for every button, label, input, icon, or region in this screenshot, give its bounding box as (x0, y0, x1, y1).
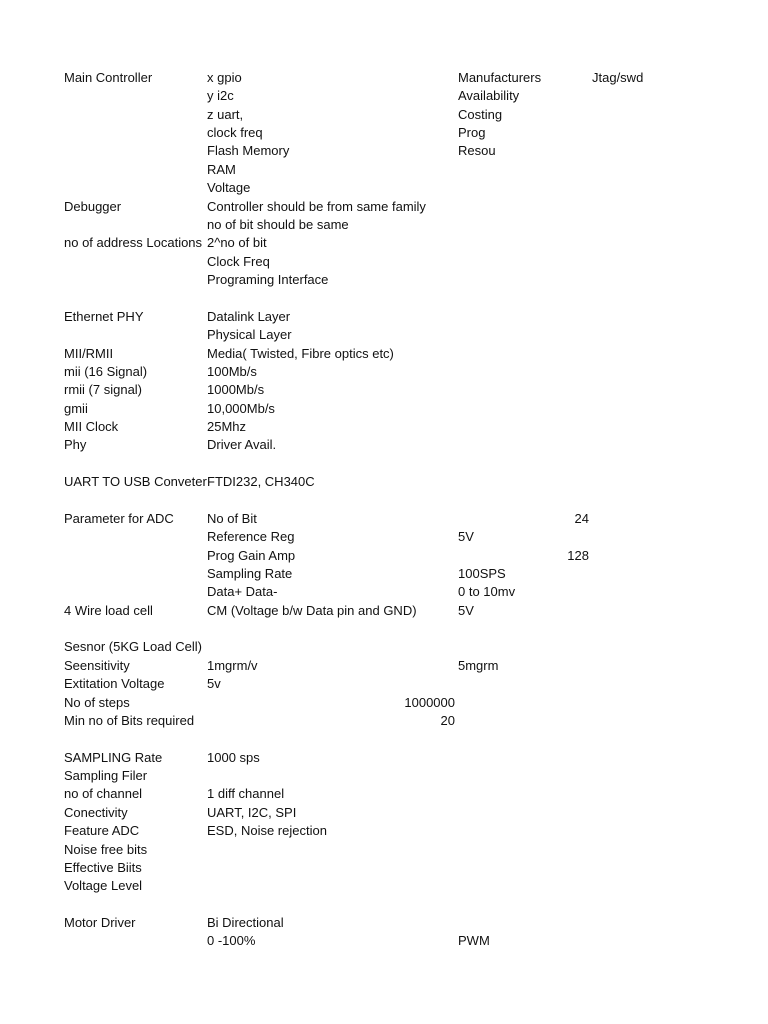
col-a-cell: Extitation Voltage (64, 676, 165, 691)
col-a-cell: Motor Driver (64, 915, 136, 930)
col-b-number: 1000000 (404, 695, 455, 710)
col-a-cell: no of address Locations (64, 235, 203, 250)
col-a-cell: Sampling Filer (64, 768, 148, 783)
col-a-cell: Debugger (64, 199, 122, 214)
col-b-cell: z uart, (207, 107, 244, 122)
col-a-cell: Effective Biits (64, 860, 142, 875)
col-a-cell: Conectivity (64, 805, 128, 820)
col-b-cell: 0 -100% (207, 933, 256, 948)
col-b-cell: Driver Avail. (207, 437, 277, 452)
col-b-cell: Datalink Layer (207, 309, 291, 324)
col-b-cell: Data+ Data- (207, 584, 278, 599)
col-a-cell: Ethernet PHY (64, 309, 144, 324)
col-b-cell: CM (Voltage b/w Data pin and GND) (207, 603, 417, 618)
col-b-cell: 100Mb/s (207, 364, 257, 379)
col-a-cell: Phy (64, 437, 87, 452)
col-b-cell: 1 diff channel (207, 786, 285, 801)
col-c-cell: Costing (458, 107, 503, 122)
col-b-cell: Reference Reg (207, 529, 295, 544)
col-c-cell: Manufacturers (458, 70, 542, 85)
col-a-cell: Sesnor (5KG Load Cell) (64, 639, 203, 654)
col-b-cell: Clock Freq (207, 254, 270, 269)
col-a-cell: Main Controller (64, 70, 153, 85)
col-a-cell: 4 Wire load cell (64, 603, 153, 618)
col-b-cell: Programing Interface (207, 272, 329, 287)
col-b-cell: Flash Memory (207, 143, 290, 158)
col-c-cell: 100SPS (458, 566, 506, 581)
col-a-cell: No of steps (64, 695, 130, 710)
col-b-cell: 1000 sps (207, 750, 260, 765)
col-b-cell: 5v (207, 676, 221, 691)
col-b-cell: Voltage (207, 180, 251, 195)
col-b-number: 20 (440, 713, 455, 728)
col-b-cell: clock freq (207, 125, 263, 140)
col-b-cell: Controller should be from same family (207, 199, 426, 214)
col-b-cell: Physical Layer (207, 327, 292, 342)
col-c-number: 128 (567, 548, 589, 563)
col-b-cell: Media( Twisted, Fibre optics etc) (207, 346, 394, 361)
col-d-cell: Jtag/swd (592, 70, 644, 85)
col-b-cell: no of bit should be same (207, 217, 349, 232)
col-b-cell: 10,000Mb/s (207, 401, 275, 416)
col-a-cell: no of channel (64, 786, 143, 801)
col-a-cell: Feature ADC (64, 823, 140, 838)
col-c-cell: Prog (458, 125, 486, 140)
col-c-cell: 5mgrm (458, 658, 499, 673)
col-c-cell: 5V (458, 603, 474, 618)
col-a-cell: gmii (64, 401, 88, 416)
col-a-cell: Seensitivity (64, 658, 130, 673)
col-a-cell: Parameter for ADC (64, 511, 174, 526)
col-c-cell: PWM (458, 933, 490, 948)
col-c-cell: Availability (458, 88, 520, 103)
col-b-cell: 1000Mb/s (207, 382, 265, 397)
col-a-cell: MII Clock (64, 419, 119, 434)
col-b-cell: Sampling Rate (207, 566, 293, 581)
col-a-cell: Noise free bits (64, 842, 148, 857)
col-b-cell: RAM (207, 162, 236, 177)
col-b-cell: No of Bit (207, 511, 257, 526)
col-a-cell: UART TO USB Conveter (64, 474, 207, 489)
col-a-cell: SAMPLING Rate (64, 750, 163, 765)
col-b-cell: 1mgrm/v (207, 658, 258, 673)
col-b-cell: Bi Directional (207, 915, 284, 930)
col-c-cell: Resou (458, 143, 496, 158)
col-c-number: 24 (574, 511, 589, 526)
col-a-cell: mii (16 Signal) (64, 364, 148, 379)
col-b-cell: Prog Gain Amp (207, 548, 296, 563)
col-b-cell: 2^no of bit (207, 235, 267, 250)
col-a-cell: MII/RMII (64, 346, 114, 361)
col-b-cell: y i2c (207, 88, 234, 103)
col-a-cell: rmii (7 signal) (64, 382, 143, 397)
col-c-cell: 5V (458, 529, 474, 544)
col-b-cell: FTDI232, CH340C (207, 474, 315, 489)
col-c-cell: 0 to 10mv (458, 584, 516, 599)
col-a-cell: Voltage Level (64, 878, 143, 893)
col-a-cell: Min no of Bits required (64, 713, 195, 728)
col-b-cell: UART, I2C, SPI (207, 805, 297, 820)
col-b-cell: x gpio (207, 70, 242, 85)
col-b-cell: 25Mhz (207, 419, 247, 434)
col-b-cell: ESD, Noise rejection (207, 823, 327, 838)
